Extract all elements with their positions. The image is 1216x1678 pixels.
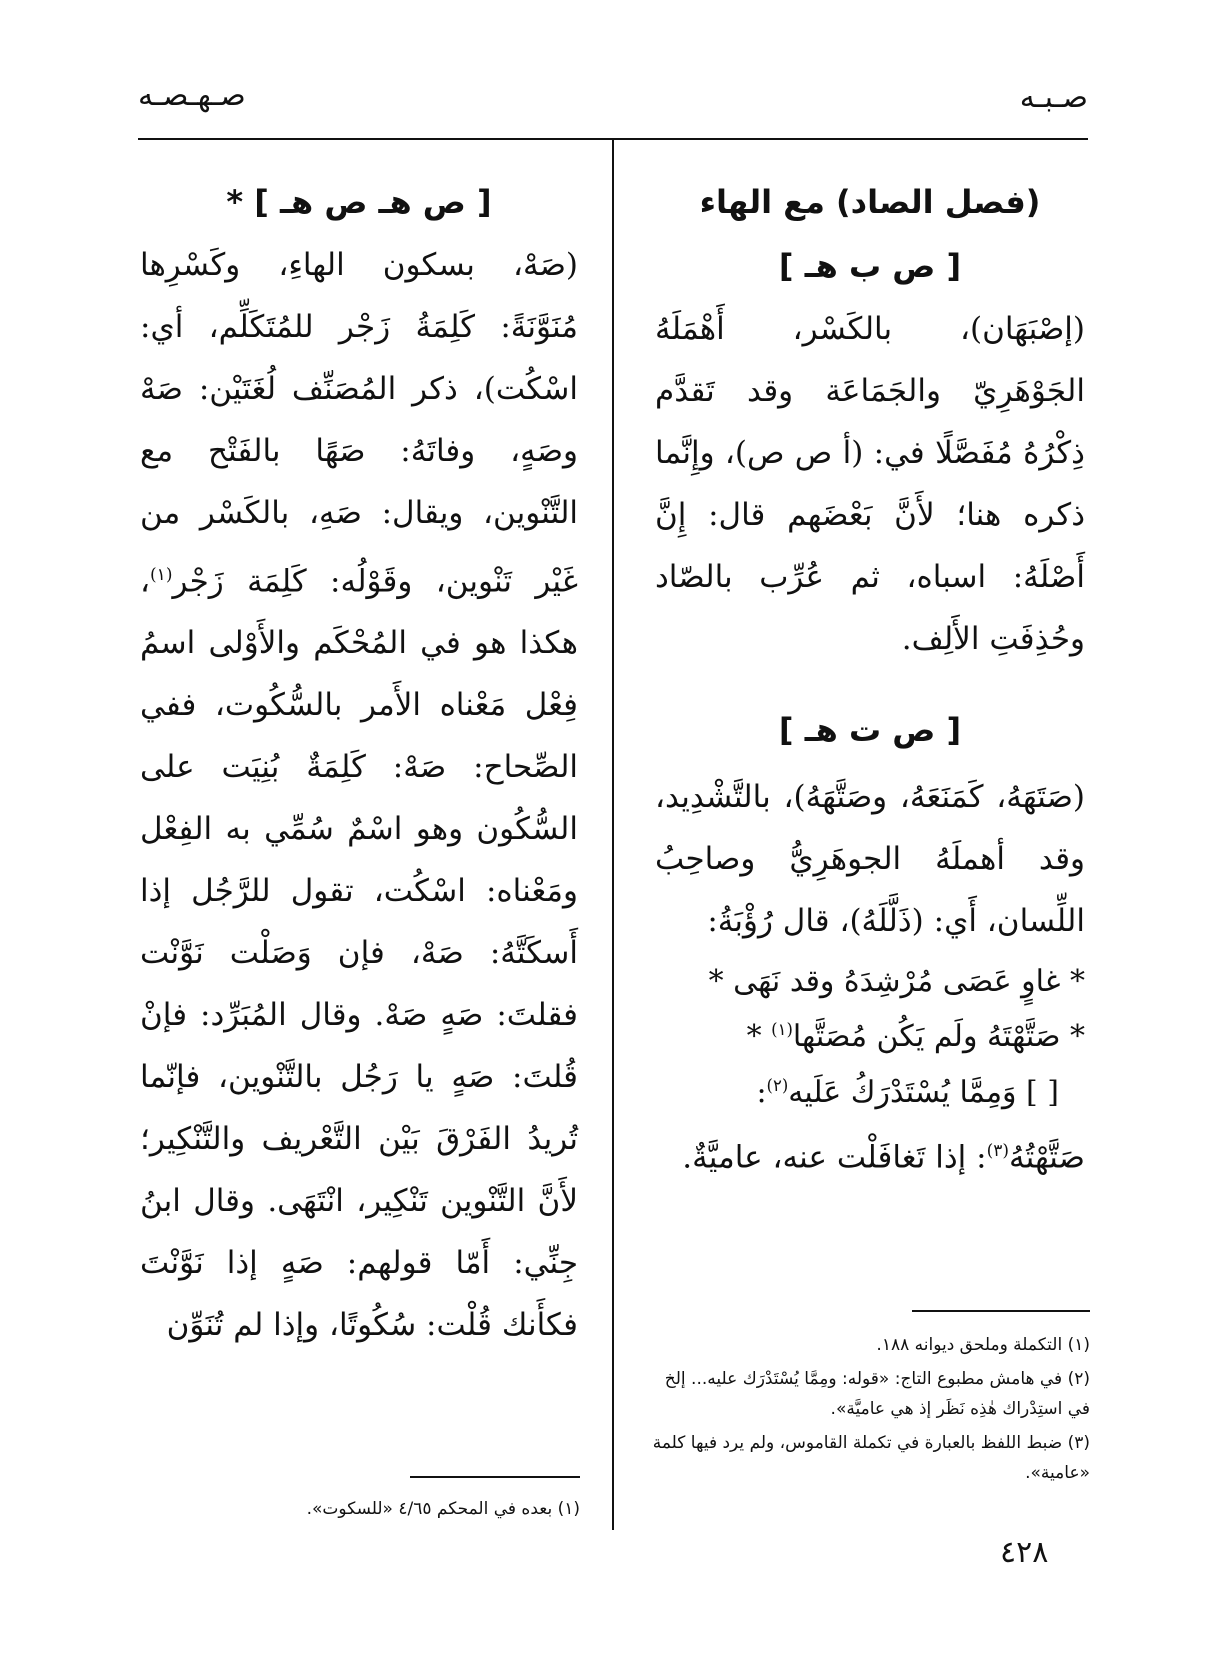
footnote-ref: (١) [771, 1020, 793, 1039]
entry-isbahan: (إصْبَهَان)، بالكَسْر، أَهْمَلَهُ الجَوْهَرِيّ والجَمَاعَة وقد تَقدَّم ذِكْرُهُ مُفَصَّلًا في: (أ ص ص)، وإِنَّما ذكره هنا؛ لأَنَّ بَعْضَهم قال: إِنَّ أَصْلَهُ: اسباه، ثم عُرِّب بالصّاد وحُذِفَتِ الأَلِف. [655, 311, 1085, 657]
footnotes-left [140, 1494, 580, 1528]
verse-line-2 [655, 1006, 1085, 1061]
footnote-2: (٢) في هامش مطبوع التاج: «قوله: ومِمَّا يُسْتَدْرَك عليه... إلخ في استِدْراك هٰذِه نَظَر إذ هي عاميَّة». [664, 1369, 1090, 1419]
right-column [655, 170, 1085, 1188]
addendum-line [655, 1061, 1085, 1118]
root-heading-sth: [ ص ت هـ ] [778, 711, 962, 749]
footnote-ref: (٣) [986, 1141, 1010, 1161]
footnote-1: (١) بعده في المحكم ٤/٦٥ «للسكوت». [306, 1499, 580, 1519]
footnote-ref: (١) [150, 565, 173, 585]
footnote-rule-left [410, 1476, 580, 1478]
poem-verses [655, 958, 1085, 1061]
root-heading-sbh: [ ص ب هـ ] [778, 247, 962, 285]
footnotes-right [650, 1330, 1090, 1492]
entry-sah-part-1: (صَهْ، بسكون الهاءِ، وكَسْرِها مُنَوَّنَةً: كَلِمَةُ زَجْر للمُتَكَلِّم، أي: اسْكُت)، ذكر المُصَنِّف لُغَتَيْن: صَهْ وصَهٍ، وفاتَهُ: صَهًا بالفَتْح مع التَّنْوين، ويقال: صَهِ، بالكَسْر من غَيْر تَنْوين، وقَوْلُه: كَلِمَة زَجْر [140, 247, 578, 600]
footnote-rule-right [912, 1310, 1090, 1312]
running-header-right: صـبـه [1019, 80, 1088, 115]
verse-line-2-end: * [746, 1019, 772, 1054]
addendum-text: [ ] وَمِمَّا يُسْتَدْرَكُ عَلَيه [788, 1075, 1059, 1110]
addendum-colon: : [756, 1075, 767, 1110]
left-column [140, 170, 578, 1356]
verse-line-1: * غاوٍ عَصَى مُرْشِدَهُ وقد نَهَى * [708, 964, 1085, 999]
running-header-left: صـهـصـه [138, 78, 246, 113]
page-number: ٤٢٨ [1000, 1535, 1049, 1570]
entry-satahtuhu [655, 1120, 1085, 1188]
footnote-ref: (٢) [766, 1076, 789, 1095]
headword: صَتَّهْتُهُ [1009, 1139, 1085, 1176]
footnote-1: (١) التكملة وملحق ديوانه ١٨٨. [876, 1335, 1090, 1355]
entry-satahahu: (صَتَهَهُ، كَمَنَعَهُ، وصَتَّهَهُ)، بالتَّشْدِيد، وقد أهملَهُ الجوهَرِيُّ وصاحِبُ اللِّسان، أَي: (ذَلَّلَهُ)، قال رُؤْبَةُ: [655, 779, 1085, 939]
entry-sah [140, 234, 578, 1356]
entry-sah-part-2: ، هكذا هو في المُحْكَم والأَوْلى اسمُ فِعْل مَعْناه الأَمر بالسُّكُوت، ففي الصِّحاح: صَهْ: كَلِمَةٌ بُنِيَت على السُّكُون وهو اسْمٌ سُمِّي به الفِعْل ومَعْناه: اسْكُت، تقول للرَّجُل إذا أَسكَتَّهُ: صَهْ، فإن وَصَلْت نَوَّنْت فقلتَ: صَهٍ صَهْ. وقال المُبَرِّد: فإنْ قُلتَ: صَهٍ يا رَجُل بالتَّنْوين، فإنّما تُريدُ الفَرْقَ بَيْن التَّعْريف والتَّنْكِير؛ لأَنَّ التَّنْوين تَنْكِير، انْتَهَى. وقال ابنُ جِنِّي: أَمّا قولهم: صَهٍ إذا نَوَّنْتَ فكأَنك قُلْت: سُكُوتًا، وإذا لم تُنَوِّن [140, 563, 578, 1344]
section-heading: (فصل الصاد) مع الهاء [699, 183, 1041, 221]
root-heading-shsh: [ ص هـ ص هـ ] * [226, 183, 492, 221]
verse-line-2-text: * صَتَّهْتَهُ ولَم يَكُن مُصَتَّها [792, 1019, 1085, 1054]
footnote-3: (٣) ضبط اللفظ بالعبارة في تكملة القاموس، ولم يرد فيها كلمة «عامية». [652, 1433, 1090, 1483]
column-divider [612, 140, 614, 1530]
definition: : إذا تَغافَلْت عنه، عاميَّةٌ. [682, 1139, 987, 1176]
